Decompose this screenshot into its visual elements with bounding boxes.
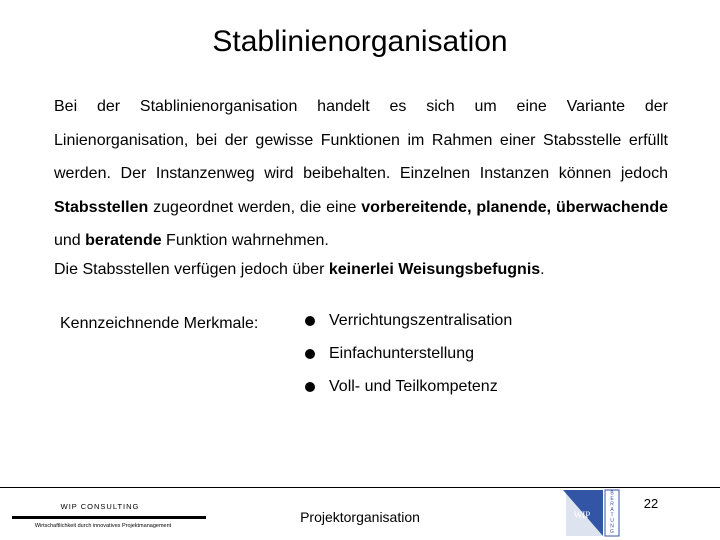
- logo-letter: T: [610, 512, 614, 519]
- body-text: Die Stabsstellen verfügen jedoch über: [54, 261, 329, 278]
- body-text: zugeordnet werden, die eine: [148, 198, 362, 216]
- logo-letter: N: [610, 523, 614, 530]
- logo-letter: E: [610, 495, 614, 502]
- wip-logo-icon: [560, 488, 632, 538]
- intro-paragraph: [54, 90, 668, 258]
- feature-label: Voll- und Teilkompetenz: [329, 378, 498, 395]
- footer-section-title: Projektorganisation: [300, 509, 420, 525]
- brand-tagline: Wirtschaftlichkeit durch innovatives Projektmanagement: [34, 523, 172, 529]
- features-label: Kennzeichnende Merkmale:: [60, 315, 259, 332]
- page-number: 22: [643, 496, 659, 511]
- emphasis-text: keinerlei Weisungsbefugnis: [328, 261, 541, 278]
- logo-text: WIP: [573, 510, 591, 520]
- logo-letter: G: [610, 528, 614, 535]
- brand-underline: [12, 516, 206, 519]
- logo-letter: R: [610, 501, 614, 508]
- body-text: .: [540, 261, 545, 278]
- body-text: und: [54, 232, 86, 249]
- logo-letter: B: [610, 490, 614, 497]
- feature-label: Verrichtungszentralisation: [329, 312, 513, 329]
- brand-name: WIP CONSULTING: [60, 502, 140, 511]
- bullet-icon: [305, 382, 315, 392]
- logo-letter: A: [610, 506, 614, 513]
- body-text: Bei der Stablinienorganisation handelt es sich um eine Variante der Linienorganisation, bei der gewisse Funktionen im Rahmen einer Stabsstelle erfüllt werden. Der Instanzenweg wird beibehalten. Einzelnen Instanzen können jedoch: [54, 98, 668, 182]
- authority-paragraph: [54, 253, 668, 287]
- emphasis-text: Stabsstellen: [54, 198, 149, 216]
- bullet-icon: [305, 349, 315, 359]
- logo-letter: U: [610, 517, 614, 524]
- bullet-icon: [305, 316, 315, 326]
- body-text: Funktion wahrnehmen.: [161, 232, 329, 249]
- emphasis-text: vorbereitende, planende, überwachende: [361, 198, 668, 216]
- emphasis-text: beratende: [85, 232, 162, 249]
- slide-title: Stablinienorganisation: [212, 25, 508, 58]
- feature-label: Einfachunterstellung: [329, 345, 474, 362]
